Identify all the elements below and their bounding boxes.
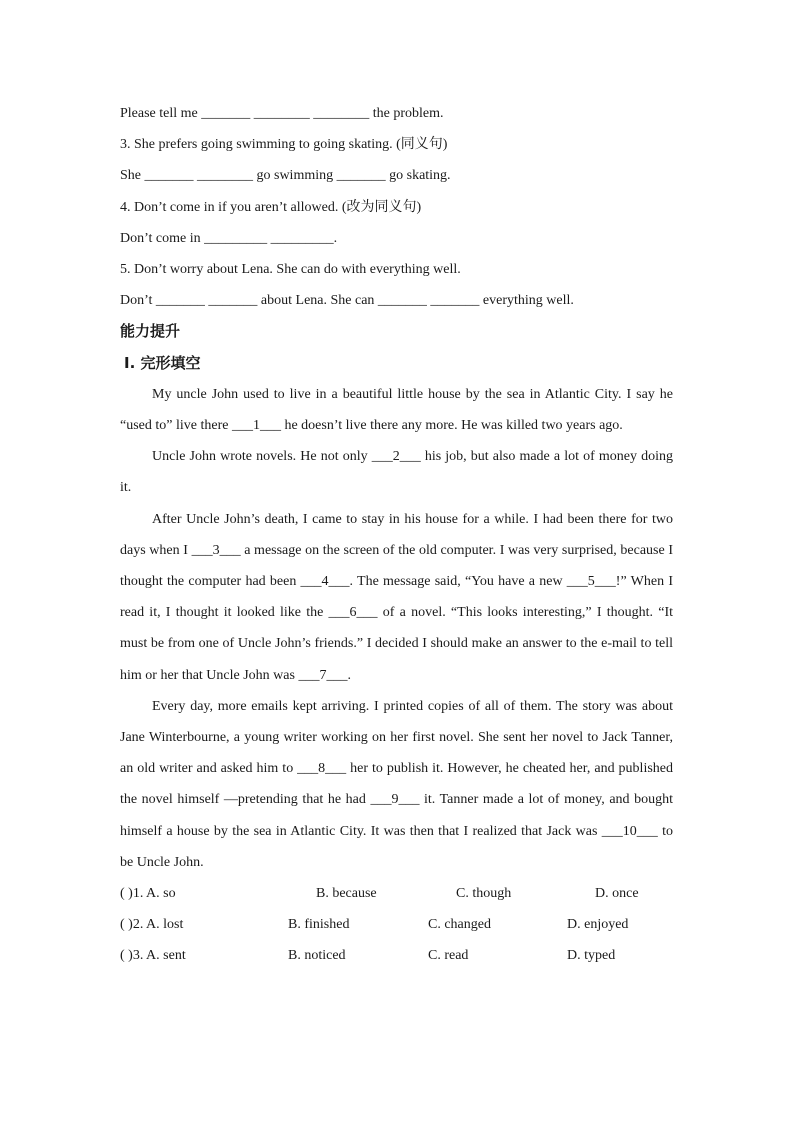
- question-option-d: D. once: [595, 885, 639, 901]
- subsection-title: Ⅰ. 完形填空: [124, 353, 201, 372]
- exercise-line: Don’t _______ _______ about Lena. She can _______ _______ everything well.: [120, 293, 574, 309]
- question-row: [120, 940, 673, 971]
- passage-paragraph: Uncle John wrote novels. He not only ___2___ his job, but also made a lot of money doing it.: [120, 449, 673, 496]
- passage-paragraph: My uncle John used to live in a beautiful little house by the sea in Atlantic City. I say he “used to” live there ___1___ he doesn’t live there any more. He was killed two years ago.: [120, 386, 673, 433]
- section-title: 能力提升: [120, 322, 181, 341]
- question-option-d: D. enjoyed: [567, 917, 629, 933]
- exercise-line: 3. She prefers going swimming to going skating. (同义句): [120, 137, 448, 153]
- worksheet-content: [120, 98, 673, 972]
- question-option-a: ( )1. A. so: [120, 885, 176, 901]
- exercise-line: 5. Don’t worry about Lena. She can do with everything well.: [120, 261, 461, 277]
- question-option-d: D. typed: [567, 948, 616, 964]
- question-option-a: ( )2. A. lost: [120, 917, 184, 933]
- exercise-line: Please tell me _______ ________ ________ the problem.: [120, 106, 444, 121]
- question-option-c: C. read: [428, 948, 469, 964]
- exercise-line: She _______ ________ go swimming _______ go skating.: [120, 168, 451, 184]
- passage-paragraph: After Uncle John’s death, I came to stay in his house for a while. I had been there for two days when I ___3___ a message on the screen of the old computer. I was very surprised, because I thought the computer had been ___4___. The message said, “You have a new ___5___!” When I read it, I thought it looked like the ___6___ of a novel. “This looks interesting,” I thought. “It must be from one of Uncle John’s friends.” I decided I should make an answer to the e-mail to tell him or her that Uncle John was ___7___.: [120, 511, 673, 683]
- question-option-b: B. because: [316, 885, 377, 901]
- question-row: [120, 878, 673, 909]
- question-row: [120, 909, 673, 940]
- question-option-c: C. changed: [428, 917, 491, 933]
- question-option-a: ( )3. A. sent: [120, 948, 186, 964]
- question-option-c: C. though: [456, 885, 512, 901]
- exercise-line: Don’t come in _________ _________.: [120, 230, 338, 246]
- passage-paragraph: Every day, more emails kept arriving. I printed copies of all of them. The story was about Jane Winterbourne, a young writer working on her first novel. She sent her novel to Jack Tanner, an old writer and asked him to ___8___ her to publish it. However, he cheated her, and published the novel himself —pretending that he had ___9___ it. Tanner made a lot of money, and bought himself a house by the sea in Atlantic City. It was then that I realized that Jack was ___10___ to be Uncle John.: [120, 698, 673, 870]
- exercise-line: 4. Don’t come in if you aren’t allowed. (改为同义句): [120, 199, 422, 215]
- question-option-b: B. noticed: [288, 948, 346, 964]
- question-option-b: B. finished: [288, 917, 350, 933]
